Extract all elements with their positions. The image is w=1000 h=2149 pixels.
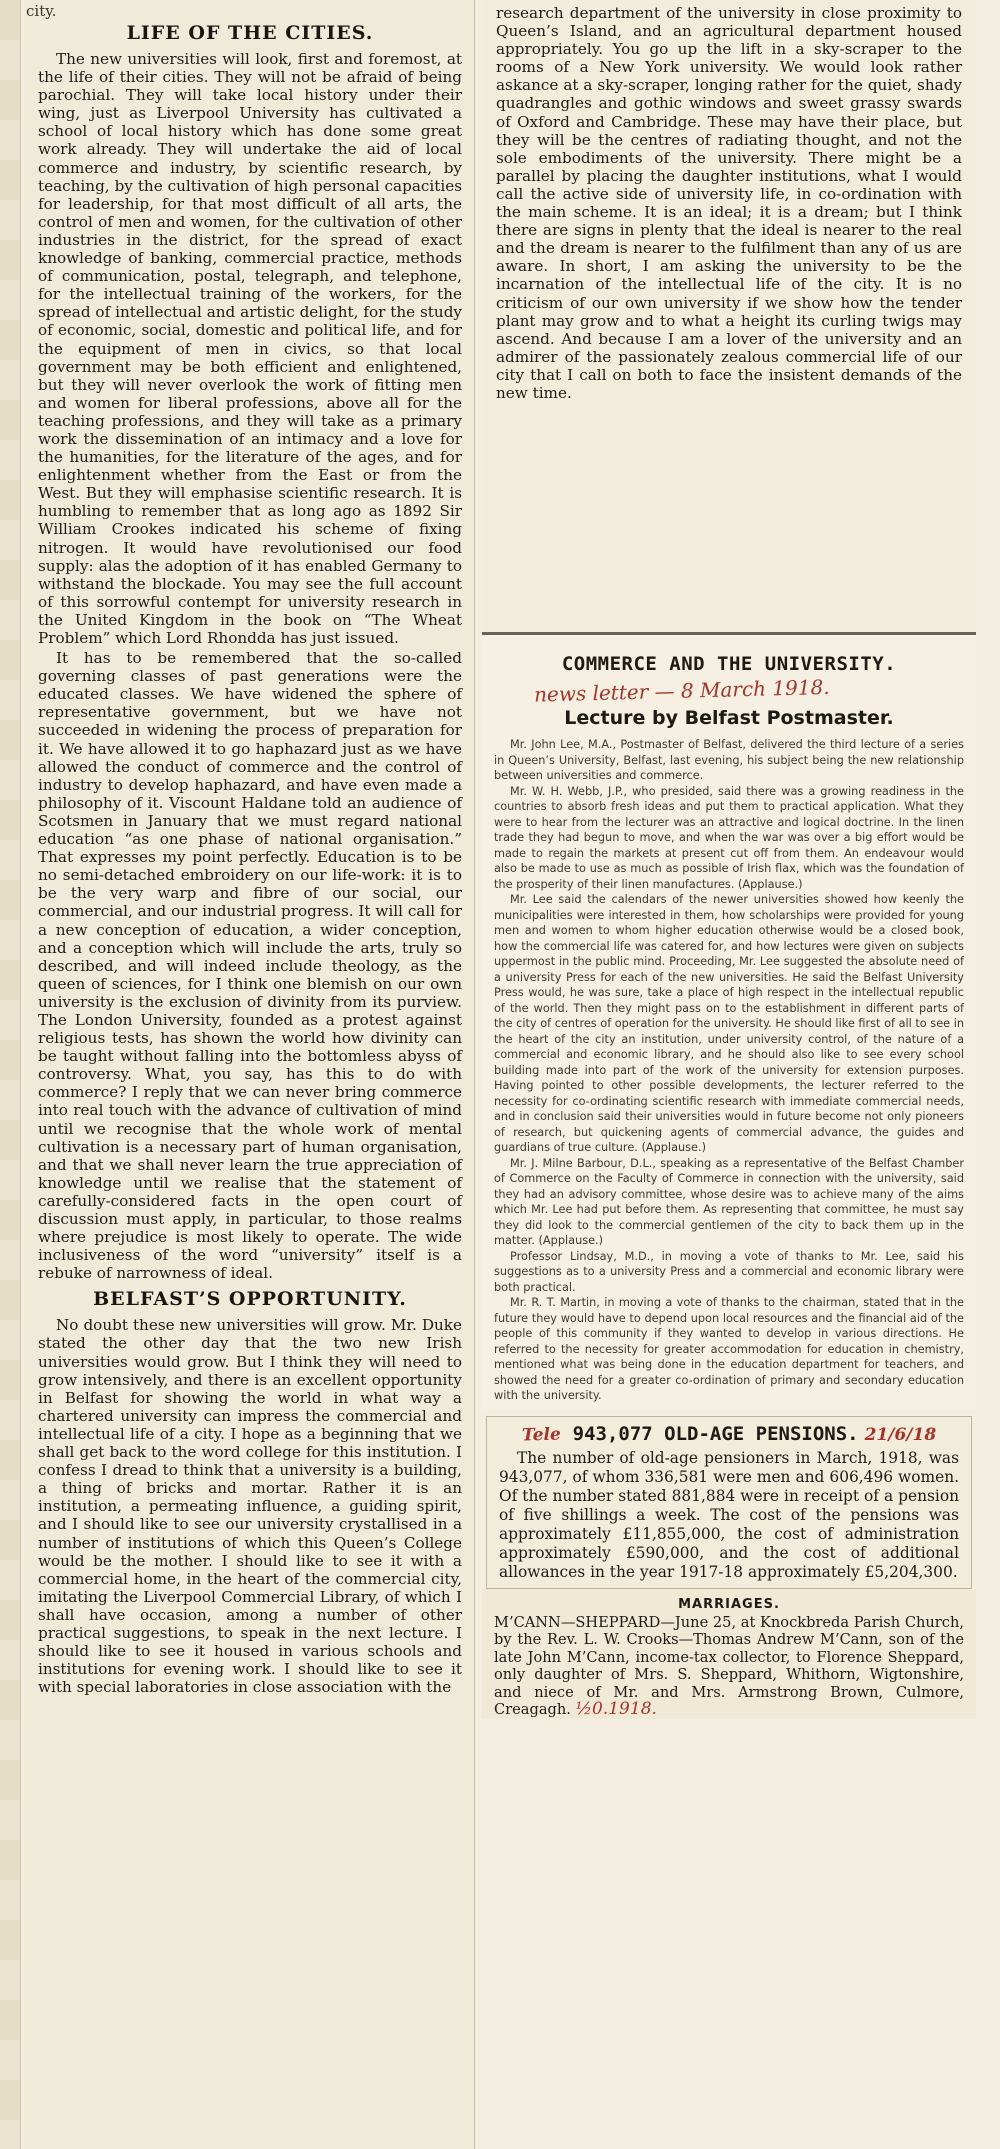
section-title-life-of-the-cities: LIFE OF THE CITIES.: [126, 22, 374, 44]
report-paragraph: Mr. J. Milne Barbour, D.L., speaking as a representative of the Belfast Chamber of Commerce on the Faculty of Commerce in connection with the university, said they had an advisory committee, whose desire was to achieve many of the aims which Mr. Lee had put before them. As representing that committee, he must say they did look to the commercial gentlemen of the city to back them up in the matter. (Applause.): [494, 1156, 964, 1247]
handwritten-date-note: 21/6/18: [864, 1424, 937, 1445]
marriages-cutting: [482, 1589, 976, 1719]
continuation-paragraph: research department of the university in close proximity to Queen’s Island, and an agricultural department housed appropriately. You go up the lift in a sky-scraper to the rooms of a New York university. We would look rather askance at a sky-scraper, longing rather for the quiet, shady quadrangles and gothic windows and sweet grassy swards of Oxford and Cambridge. These may have their place, but they will be the centres of radiating thought, and not the sole embodiments of the university. There might be a parallel by placing the daughter institutions, what I would call the active side of university life, in co-ordination with the main scheme. It is an ideal; it is a dream; but I think there are signs in plenty that the ideal is nearer to the real and the dream is nearer to the fulfilment than any of us are aware. In short, I am asking the university to be the incarnation of the intellectual life of the city. It is no criticism of our own university if we show how the tender plant may grow and to what a height its curling twigs may ascend. And because I am a lover of the university and an admirer of the passionately zealous commercial life of our city that I call on both to face the insistent demands of the new time.: [496, 4, 962, 402]
report-paragraph: Mr. Lee said the calendars of the newer universities showed how keenly the municipalities were interested in them, how scholarships were provided for young men and women to whom higher education otherwise would be a closed book, how the commercial life was catered for, and how lectures were given on subjects uppermost in the public mind. Proceeding, Mr. Lee suggested the absolute need of a university Press for each of the new universities. He said the Belfast University Press would, he was sure, take a place of high respect in the intellectual republic of the world. Then they might pass on to the establishment in different parts of the city of centres of operation for the university. He should like first of all to see in the heart of the city an institution, under university control, of the nature of a commercial and economic library, and he should also like to see every school building made into part of the work of the university for extension purposes. Having pointed to other possible developments, the lecturer referred to the necessity for co-ordinating scientific research with immediate commercial needs, and in conclusion said their universities would in future become not only pioneers of research, but quickening agents of commercial advance, the guides and guardians of true culture. (Applause.): [494, 893, 964, 1154]
right-column-cutting: [482, 0, 976, 2149]
marriage-notice: [494, 1614, 964, 1719]
continuation-block: [482, 0, 976, 632]
marriages-title: MARRIAGES.: [678, 1596, 780, 1612]
corner-fragment: city.: [26, 2, 57, 20]
handwritten-date-note: ½0.1918.: [575, 1699, 657, 1719]
marriage-notice-text: M’CANN—SHEPPARD—June 25, at Knockbreda Parish Church, by the Rev. L. W. Crooks—Thomas Andrew M’Cann, son of the late John M’Cann, income-tax collector, to Florence Sheppard, only daughter of Mrs. S. Sheppard, Whithorn, Wigtonshire, and niece of Mr. and Mrs. Armstrong Brown, Culmore, Creagagh.: [494, 1613, 964, 1718]
pensions-headline: [499, 1423, 959, 1445]
report-paragraph: Professor Lindsay, M.D., in moving a vote of thanks to Mr. Lee, said his suggestions as to a university Press and a commercial and economic library were both practical.: [494, 1249, 964, 1294]
report-paragraph: Mr. John Lee, M.A., Postmaster of Belfast, delivered the third lecture of a series in Queen’s University, Belfast, last evening, his subject being the new relationship between universities and commerce.: [494, 738, 964, 782]
handwritten-source-note: Tele: [521, 1423, 561, 1446]
report-paragraph: Mr. R. T. Martin, in moving a vote of thanks to the chairman, stated that in the future they would have to depend upon local resources and the financial aid of the people of this community if they wanted to develop in various directions. He referred to the necessity for greater accommodation for education in chemistry, mentioned what was being done in the education department for teachers, and showed the need for a greater co-ordination of primary and secondary education with the university.: [494, 1296, 964, 1402]
paragraph: It has to be remembered that the so-called governing classes of past generations were the educated classes. We have widened the sphere of representative government, but we have not succeeded in widening the process of preparation for it. We have allowed it to go haphazard just as we have allowed the conduct of commerce and the control of industry to develop haphazard, and have even made a philosophy of it. Viscount Haldane told an audience of Scotsmen in January that we must regard national education “as one phase of national organisation.” That expresses my point perfectly. Education is to be no semi-detached embroidery on our life-work: it is to be the very warp and fibre of our social, our commercial, and our industrial progress. It will call for a new conception of education, a wider conception, and a conception which will include the arts, truly so described, and will indeed include theology, as the queen of sciences, for I think one blemish on our own university is the exclusion of divinity from its purview. The London University, founded as a protest against religious tests, has shown the world how divinity can be taught without falling into the bottomless abyss of controversy. What, you say, has this to do with commerce? I reply that we can never bring commerce into real touch with the advance of cultivation of mind until we recognise that the whole work of mental cultivation is a necessary part of human organisation, and that we shall never learn the true appreciation of knowledge until we realise that the statement of carefully-considered facts in the open court of discussion must apply, in particular, to those realms where prejudice is most likely to operate. The wide inclusiveness of the word “university” itself is a rebuke of narrowness of ideal.: [38, 649, 462, 1283]
paragraph: No doubt these new universities will grow. Mr. Duke stated the other day that the two new Irish universities would grow. But I think they will need to grow intensively, and there is an excellent opportunity in Belfast for showing the world in what way a chartered university can impress the commercial and intellectual life of a city. I hope as a beginning that we shall get back to the word college for this institution. I confess I dread to think that a university is a building, a thing of bricks and mortar. Rather it is an institution, a permeating influence, a guiding spirit, and I should like to see our university crystallised in a number of institutions of which this Queen’s College would be the mother. I should like to see it with a commercial home, in the heart of the commercial city, imitating the Liverpool Commercial Library, of which I shall have occasion, among a number of other practical suggestions, to speak in the next lecture. I should like to see it housed in various schools and institutions for evening work. I should like to see it with special laboratories in close association with the: [38, 1316, 462, 1697]
handwritten-annotation: news letter — 8 March 1918.: [533, 674, 830, 707]
article-subtitle: Lecture by Belfast Postmaster.: [564, 707, 894, 729]
commerce-article: [482, 635, 976, 1410]
article-title-commerce-and-the-university: COMMERCE AND THE UNIVERSITY.: [561, 653, 897, 675]
margin-strip: [0, 0, 21, 2149]
report-paragraph: Mr. W. H. Webb, J.P., who presided, said there was a growing readiness in the countries to absorb fresh ideas and put them to practical application. What they were to hear from the lecturer was an attractive and logical doctrine. In the linen trade they had begun to move, and when the war was over a big effort would be made to regain the markets at present cut off from them. An endeavour would also be made to use as much as possible of Irish flax, which was the foundation of the prosperity of their linen manufactures. (Applause.): [494, 784, 964, 891]
paragraph: The new universities will look, first and foremost, at the life of their cities. They will not be afraid of being parochial. They will take local history under their wing, just as Liverpool University has cultivated a school of local history which has done some great work already. They will undertake the aid of local commerce and industry, by scientific research, by teaching, by the cultivation of high personal capacities for leadership, for that most difficult of all arts, the control of men and women, for the cultivation of other industries in the district, for the spread of exact knowledge of banking, commercial practice, methods of communication, postal, telegraph, and telephone, for the intellectual training of the workers, for the spread of intellectual and artistic delight, for the study of economic, social, domestic and political life, and for the equipment of men in civics, so that local government may be both efficient and enlightened, but they will never overlook the work of fitting men and women for liberal professions, above all for the teaching professions, and they will take as a primary work the dissemination of an intimacy and a love for the humanities, for the literature of the ages, and for enlightenment whether from the East or from the West. But they will emphasise scientific research. It is humbling to remember that as long ago as 1892 Sir William Crookes indicated his scheme of fixing nitrogen. It would have revolutionised our food supply: alas the adoption of it has enabled Germany to withstand the blockade. You may see the full account of this sorrowful contempt for university research in the United Kingdom in the book on “The Wheat Problem” which Lord Rhondda has just issued.: [38, 50, 462, 647]
pensions-cutting: [486, 1416, 972, 1589]
pensions-paragraph: The number of old-age pensioners in March, 1918, was 943,077, of whom 336,581 were men and 606,496 women. Of the number stated 881,884 were in receipt of a pension of five shillings a week. The cost of the pensions was approximately £11,855,000, the cost of administration approximately £590,000, and the cost of additional allowances in the year 1917-18 approximately £5,204,300.: [499, 1448, 959, 1581]
left-column-cutting: [24, 0, 474, 2149]
section-title-belfasts-opportunity: BELFAST’S OPPORTUNITY.: [93, 1288, 407, 1311]
pensions-title: 943,077 OLD-AGE PENSIONS.: [572, 1422, 859, 1445]
